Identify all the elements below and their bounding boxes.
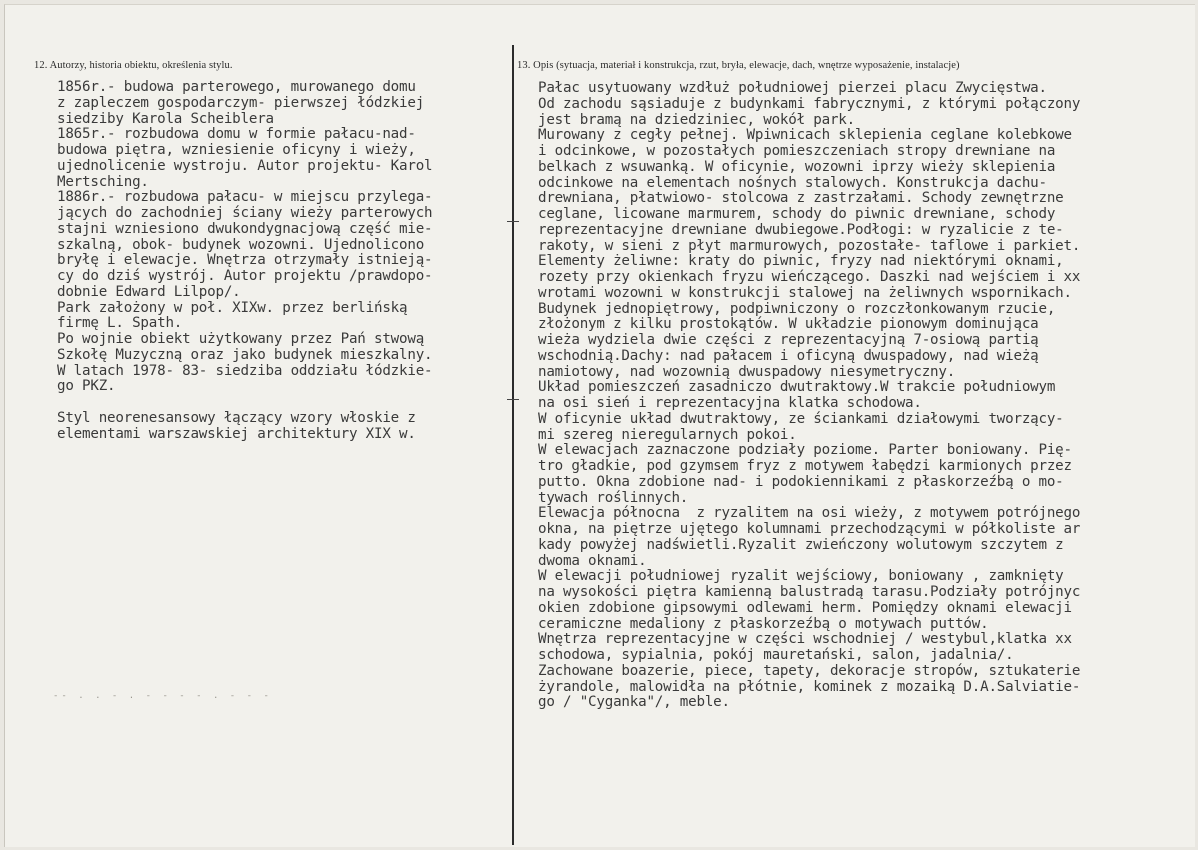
text-line: 1865r.- rozbudowa domu w formie pałacu-nad- xyxy=(57,126,416,143)
text-line: Po wojnie obiekt użytkowany przez Pań stwową xyxy=(57,331,425,347)
text-line: mi szereg nieregularnych pokoi. xyxy=(538,426,797,443)
text-line: ujednolicenie wystroju. Autor projektu- Karol xyxy=(57,157,433,174)
text-line: W latach 1978- 83- siedziba oddziału łódzkie- xyxy=(57,362,433,379)
text-line: tywach roślinnych. xyxy=(538,489,689,506)
text-line: elementami warszawskiej architektury XIX w. xyxy=(57,425,416,442)
text-line: drewniana, płatwiowo- stolcowa z zastrzałami. Schody zewnętrzne xyxy=(538,190,1064,207)
text-line: Mertsching. xyxy=(57,173,149,190)
blank-line xyxy=(57,395,507,411)
text-line: Układ pomieszczeń zasadniczo dwutraktowy.W trakcie południowym xyxy=(538,379,1056,396)
text-line: cy do dziś wystrój. Autor projektu /prawdopo- xyxy=(57,268,433,284)
text-line: szkalną, obok- budynek wozowni. Ujednolicono xyxy=(57,236,425,253)
text-line: 1856r.- budowa parterowego, murowanego domu xyxy=(57,79,416,95)
text-line: W elewacjach zaznaczone podziały poziome. Parter boniowany. Pię- xyxy=(538,442,1072,459)
faint-typed-marks: -- . . - . - - - - . - - - xyxy=(53,691,272,701)
text-line: rozety przy okienkach fryzu wieńczącego. Daszki nad wejściem i xx xyxy=(538,269,1081,285)
text-line: namiotowy, nad wozownią dwuspadowy niesymetryczny. xyxy=(538,363,956,380)
text-line: dobnie Edward Lilpop/. xyxy=(57,283,241,300)
section-13-text xyxy=(538,81,1198,711)
text-line: okien zdobione gipsowymi odlewami herm. Pomiędzy oknami elewacji xyxy=(538,599,1072,616)
text-line: bryłę i elewacje. Wnętrza otrzymały istnieją- xyxy=(57,252,433,269)
text-line: Murowany z cegły pełnej. Wpiwnicach sklepienia ceglane kolebkowe xyxy=(538,127,1072,144)
text-line: stajni wzniesiono dwukondygnacjową część mie- xyxy=(57,220,433,237)
text-line: W elewacji południowej ryzalit wejściowy, boniowany , zamknięty xyxy=(538,568,1064,585)
text-line: wschodnią.Dachy: nad pałacem i oficyną dwuspadowy, nad wieżą xyxy=(538,347,1039,364)
divider-tick xyxy=(507,221,519,222)
text-line: odcinkowe na elementach nośnych stalowych. Konstrukcja dachu- xyxy=(538,174,1047,191)
text-line: Elementy żeliwne: kraty do piwnic, fryzy nad niektórymi oknami, xyxy=(538,253,1064,270)
text-line: tro gładkie, pod gzymsem fryz z motywem łabędzi karmionych przez xyxy=(538,458,1072,474)
text-line: kady powyżej nadświetli.Ryzalit zwieńczony wolutowym szczytem z xyxy=(538,536,1064,553)
text-line: Pałac usytuowany wzdłuż południowej pierzei placu Zwycięstwa. xyxy=(538,80,1047,96)
text-line: budowa piętra, wzniesienie oficyny i wieży, xyxy=(57,142,416,158)
section-12-heading: 12. Autorzy, historia obiektu, określenia stylu. xyxy=(34,60,233,71)
text-line: putto. Okna zdobione nad- i podokiennikami z płaskorzeźbą o mo- xyxy=(538,473,1064,490)
text-line: Budynek jednopiętrowy, podpiwniczony o rozczłonkowanym rzucie, xyxy=(538,300,1056,317)
text-line: i odcinkowe, w pozostałych pomieszczeniach stropy drewniane na xyxy=(538,143,1056,159)
text-line: Elewacja północna z ryzalitem na osi wieży, z motywem potrójnego xyxy=(538,505,1081,522)
section-13-heading: 13. Opis (sytuacja, materiał i konstrukcja, rzut, bryła, elewacje, dach, wnętrze wyposażenie, instalacje) xyxy=(517,60,960,71)
text-line: dwoma oknami. xyxy=(538,552,647,569)
text-line: go / "Cyganka"/, meble. xyxy=(538,694,730,711)
text-line: z zapleczem gospodarczym- pierwszej łódzkiej xyxy=(57,94,425,111)
divider-tick xyxy=(507,399,519,400)
text-line: reprezentacyjne drewniane dwubiegowe.Podłogi: w ryzalicie z te- xyxy=(538,221,1064,238)
text-line: jest bramą na dziedziniec, wokół park. xyxy=(538,111,855,128)
text-line: wieża wydziela dwie części z reprezentacyjną 7-osiową partią xyxy=(538,332,1039,348)
text-line: siedziby Karola Scheiblera xyxy=(57,110,274,127)
text-line: rakoty, w sieni z płyt marmurowych, pozostałe- taflowe i parkiet. xyxy=(538,237,1081,254)
section-12-text xyxy=(57,80,507,442)
text-line: ceramiczne medaliony z płaskorzeźbą o motywach puttów. xyxy=(538,615,989,632)
text-line: ceglane, licowane marmurem, schody do piwnic drewniane, schody xyxy=(538,206,1056,222)
text-line: firmę L. Spath. xyxy=(57,315,183,332)
text-line: żyrandole, malowidła na płótnie, kominek z mozaiką D.A.Salviatie- xyxy=(538,678,1081,695)
text-line: go PKZ. xyxy=(57,378,116,395)
text-line: okna, na piętrze ujętego kolumnami przechodzącymi w półkoliste ar xyxy=(538,521,1081,537)
text-line: 1886r.- rozbudowa pałacu- w miejscu przylega- xyxy=(57,189,433,206)
text-line: Od zachodu sąsiaduje z budynkami fabrycznymi, z którymi połączony xyxy=(538,95,1081,112)
text-line: złożonym z kilku prostokątów. W układzie pionowym dominująca xyxy=(538,316,1039,333)
text-line: na wysokości piętra kamienną balustradą tarasu.Podziały potrójnyc xyxy=(538,584,1081,600)
column-divider xyxy=(512,45,514,845)
text-line: Park założony w poł. XIXw. przez berlińską xyxy=(57,299,408,316)
text-line: belkach z wsuwanką. W oficynie, wozowni iprzy wieży sklepienia xyxy=(538,158,1056,175)
text-line: Zachowane boazerie, piece, tapety, dekoracje stropów, sztukaterie xyxy=(538,662,1081,679)
text-line: W oficynie układ dwutraktowy, ze ściankami działowymi tworzący- xyxy=(538,410,1064,427)
text-line: Styl neorenesansowy łączący wzory włoskie z xyxy=(57,409,416,426)
text-line: schodowa, sypialnia, pokój mauretański, salon, jadalnia/. xyxy=(538,647,1014,663)
text-line: wrotami wozowni w konstrukcji stalowej na żeliwnych wspornikach. xyxy=(538,284,1072,301)
text-line: jących do zachodniej ściany wieży parterowych xyxy=(57,205,433,221)
document-page xyxy=(4,4,1195,847)
text-line: na osi sień i reprezentacyjna klatka schodowa. xyxy=(538,395,922,411)
text-line: Wnętrza reprezentacyjne w części wschodniej / westybul,klatka xx xyxy=(538,631,1072,648)
text-line: Szkołę Muzyczną oraz jako budynek mieszkalny. xyxy=(57,346,433,363)
